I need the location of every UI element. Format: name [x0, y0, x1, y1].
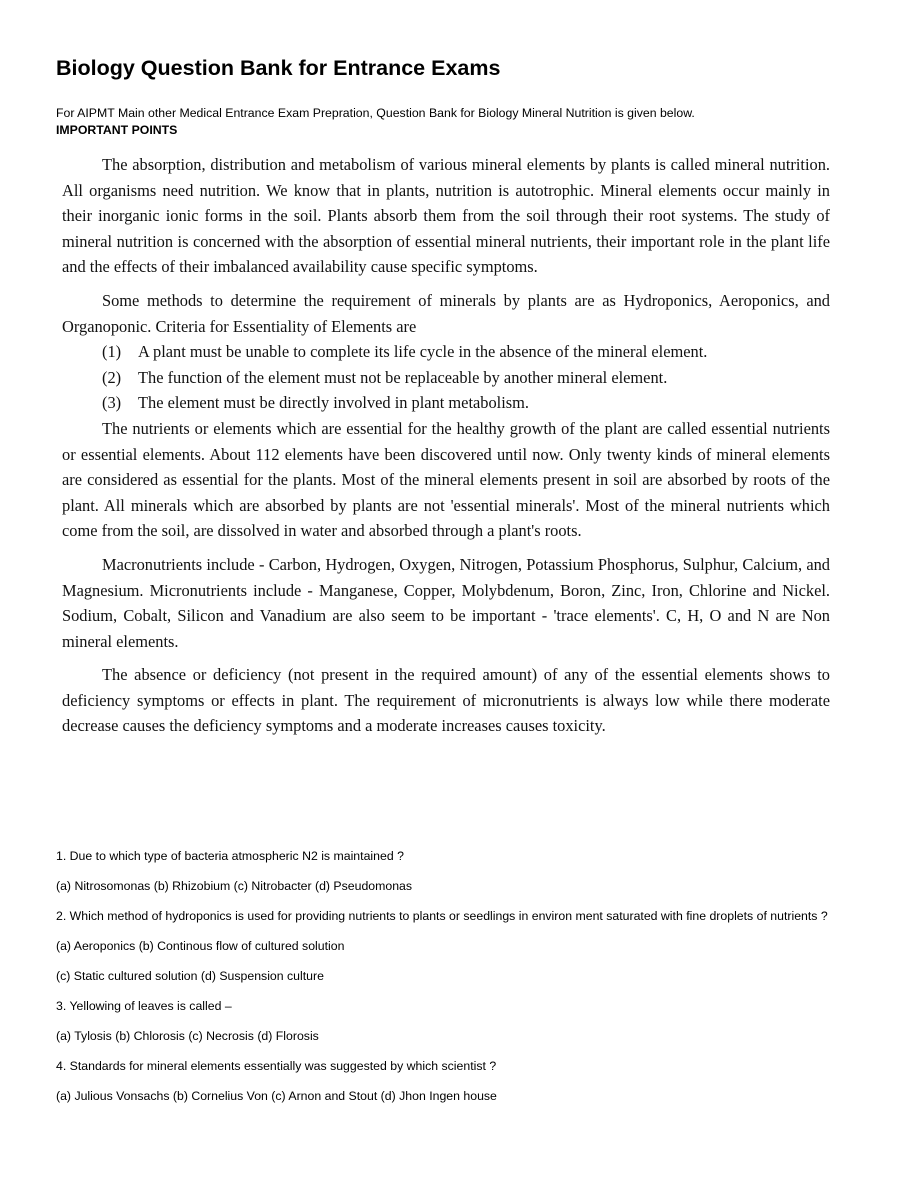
- question: 4. Standards for mineral elements essentially was suggested by which scientist ?: [56, 1059, 497, 1073]
- scanned-notes: [62, 152, 830, 747]
- answer-options: (a) Aeroponics (b) Continous flow of cultured solution: [56, 939, 345, 953]
- criterion-number: (3): [102, 393, 122, 413]
- criterion-item: [62, 390, 830, 416]
- answer-options: (a) Julious Vonsachs (b) Cornelius Von (c) Arnon and Stout (d) Jhon Ingen house: [56, 1089, 497, 1103]
- answer-options: (a) Tylosis (b) Chlorosis (c) Necrosis (d) Florosis: [56, 1029, 319, 1043]
- criterion-text: A plant must be unable to complete its life cycle in the absence of the mineral element.: [138, 342, 708, 362]
- paragraph: The absence or deficiency (not present in the required amount) of any of the essential elements shows to deficiency symptoms or effects in plant. The requirement of micronutrients is always low while there moderate decrease causes the deficiency symptoms and a moderate increases causes toxicity.: [62, 665, 830, 736]
- criterion-item: [62, 365, 830, 391]
- criterion-item: [62, 339, 830, 365]
- question: 1. Due to which type of bacteria atmospheric N2 is maintained ?: [56, 849, 404, 863]
- paragraph: Macronutrients include - Carbon, Hydrogen, Oxygen, Nitrogen, Potassium Phosphorus, Sulphur, Calcium, and Magnesium. Micronutrients include - Manganese, Copper, Molybdenum, Boron, Zinc, Iron, Chlorine and Nickel. Sodium, Cobalt, Silicon and Vanadium are also seem to be important - 'trace elements'. C, H, O and N are Non mineral elements.: [62, 554, 830, 651]
- paragraph: Some methods to determine the requirement of minerals by plants are as Hydroponics, Aeroponics, and Organoponic. Criteria for Essentiality of Elements are: [62, 290, 830, 336]
- paragraph: The absorption, distribution and metabolism of various mineral elements by plants is called mineral nutrition. All organisms need nutrition. We know that in plants, nutrition is autotrophic. Mineral elements occur mainly in their inorganic ionic forms in the soil. Plants absorb them from the soil through their root systems. The study of mineral nutrition is concerned with the absorption of essential mineral nutrients, their important role in the plant life and the effects of their imbalanced availability cause specific symptoms.: [62, 155, 830, 277]
- criterion-number: (2): [102, 367, 122, 387]
- important-points-heading: IMPORTANT POINTS: [56, 123, 178, 137]
- criterion-text: The function of the element must not be replaceable by another mineral element.: [138, 367, 668, 387]
- question: 2. Which method of hydroponics is used for providing nutrients to plants or seedlings in environ ment saturated with fine droplets of nutrients ?: [56, 909, 828, 923]
- intro-text: For AIPMT Main other Medical Entrance Exam Prepration, Question Bank for Biology Mineral Nutrition is given below.: [56, 106, 695, 120]
- page-title: Biology Question Bank for Entrance Exams: [56, 56, 501, 80]
- question-list: [56, 848, 846, 1118]
- criterion-number: (1): [102, 342, 122, 362]
- paragraph: The nutrients or elements which are essential for the healthy growth of the plant are called essential nutrients or essential elements. About 112 elements have been discovered until now. Only twenty kinds of mineral elements are considered as essential for the plants. Most of the mineral elements present in soil are absorbed by roots of the plant. All minerals which are absorbed by plants are not 'essential minerals'. Most of the mineral nutrients which come from the soil, are dissolved in water and absorbed through a plant's roots.: [62, 418, 830, 541]
- criterion-text: The element must be directly involved in plant metabolism.: [138, 393, 530, 413]
- answer-options: (c) Static cultured solution (d) Suspension culture: [56, 969, 324, 983]
- question: 3. Yellowing of leaves is called –: [56, 999, 232, 1013]
- answer-options: (a) Nitrosomonas (b) Rhizobium (c) Nitrobacter (d) Pseudomonas: [56, 879, 413, 893]
